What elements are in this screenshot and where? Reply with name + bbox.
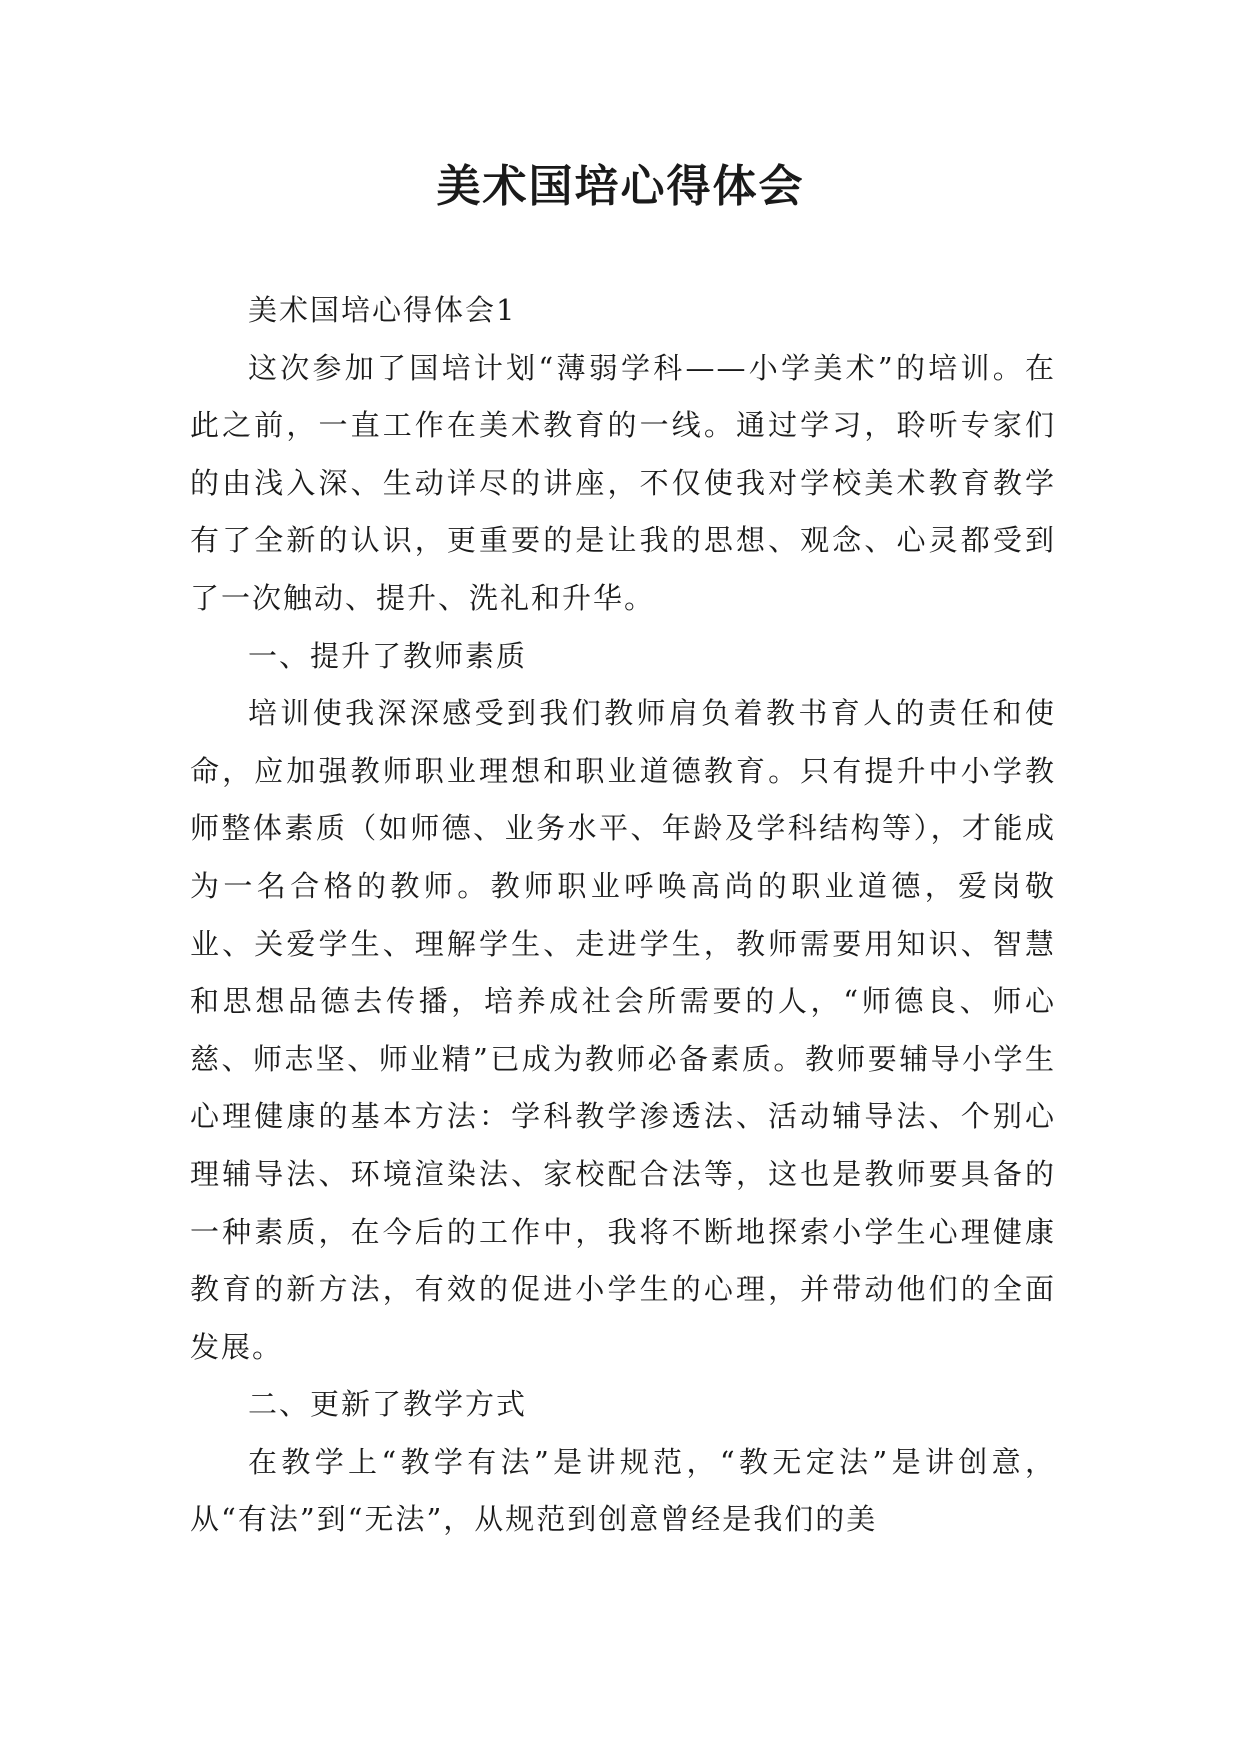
subtitle-heading: 美术国培心得体会1: [248, 293, 517, 327]
section-2-paragraph: 在教学上“教学有法”是讲规范，“教无定法”是讲创意，从“有法”到“无法”，从规范到创意曾经是我们的美: [190, 1444, 1056, 1537]
document-body: [190, 282, 1056, 1549]
section-1-paragraph: 培训使我深深感受到我们教师肩负着教书育人的责任和使命，应加强教师职业理想和职业道德教育。只有提升中小学教师整体素质（如师德、业务水平、年龄及学科结构等），才能成为一名合格的教师。教师职业呼唤高尚的职业道德，爱岗敬业、关爱学生、理解学生、走进学生，教师需要用知识、智慧和思想品德去传播，培养成社会所需要的人，“师德良、师心慈、师志坚、师业精”已成为教师必备素质。教师要辅导小学生心理健康的基本方法：学科教学渗透法、活动辅导法、个别心理辅导法、环境渲染法、家校配合法等，这也是教师要具备的一种素质，在今后的工作中，我将不断地探索小学生心理健康教育的新方法，有效的促进小学生的心理，并带动他们的全面发展。: [190, 696, 1056, 1364]
document-title: 美术国培心得体会: [436, 161, 805, 212]
intro-paragraph: 这次参加了国培计划“薄弱学科——小学美术”的培训。在此之前，一直工作在美术教育的一线。通过学习，聆听专家们的由浅入深、生动详尽的讲座，不仅使我对学校美术教育教学有了全新的认识，更重要的是让我的思想、观念、心灵都受到了一次触动、提升、洗礼和升华。: [190, 350, 1056, 615]
section-heading-1: 一、提升了教师素质: [248, 638, 528, 673]
section-heading-2: 二、更新了教学方式: [248, 1387, 528, 1422]
